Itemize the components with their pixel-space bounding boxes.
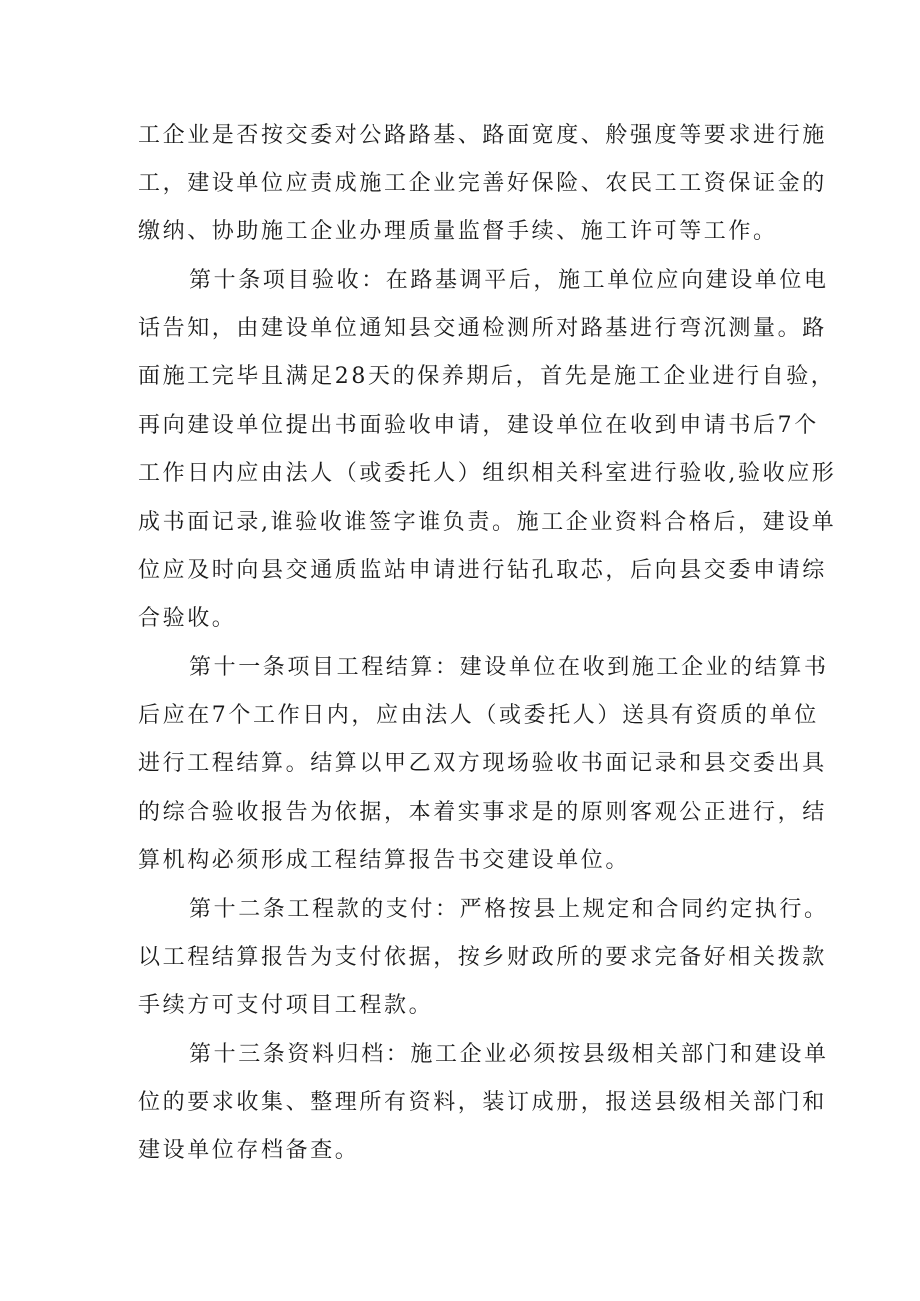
text-line-5: 话告知，由建设单位通知县交通检测所对路基进行弯沉测量。路 [138, 316, 827, 341]
article-11-first-line: 第十一条项目工程结算：建设单位在收到施工企业的结算书 [189, 655, 829, 680]
text-line-11: 合验收。 [138, 606, 237, 631]
text-line-16: 算机构必须形成工程结算报告书交建设单位。 [138, 848, 631, 873]
text-line-13: 后应在7个工作日内，应由法人（或委托人）送具有资质的单位 [138, 703, 819, 728]
text-line-10: 位应及时向县交通质监站申请进行钻孔取芯，后向县交委申请综 [138, 558, 827, 583]
text-line-18: 以工程结算报告为支付依据，按乡财政所的要求完备好相关拨款 [138, 945, 827, 970]
text-line-2: 工，建设单位应责成施工企业完善好保险、农民工工资保证金的 [138, 171, 827, 196]
article-12-first-line: 第十二条工程款的支付：严格按县上规定和合同约定执行。 [189, 897, 829, 922]
text-line-6: 面施工完毕且满足28天的保养期后，首先是施工企业进行自验， [138, 364, 836, 389]
text-line-14: 进行工程结算。结算以甲乙双方现场验收书面记录和县交委出具 [138, 751, 827, 776]
text-line-22: 建设单位存档备查。 [138, 1138, 360, 1163]
text-line-19: 手续方可支付项目工程款。 [138, 993, 434, 1018]
article-10-first-line: 第十条项目验收：在路基调平后，施工单位应向建设单位电 [189, 268, 829, 293]
text-line-15: 的综合验收报告为依据，本着实事求是的原则客观公正进行，结 [138, 800, 827, 825]
text-line-8: 工作日内应由法人（或委托人）组织相关科室进行验收,验收应形 [138, 461, 837, 486]
text-line-3: 缴纳、协助施工企业办理质量监督手续、施工许可等工作。 [138, 219, 778, 244]
text-line-21: 位的要求收集、整理所有资料，装订成册，报送县级相关部门和 [138, 1090, 827, 1115]
text-line-7: 再向建设单位提出书面验收申请，建设单位在收到申请书后7个 [138, 413, 819, 438]
text-line-9: 成书面记录,谁验收谁签字谁负责。施工企业资料合格后，建设单 [138, 510, 837, 535]
text-line-1: 工企业是否按交委对公路路基、路面宽度、舲强度等要求进行施 [138, 123, 827, 148]
article-13-first-line: 第十三条资料归档：施工企业必须按县级相关部门和建设单 [189, 1042, 829, 1067]
